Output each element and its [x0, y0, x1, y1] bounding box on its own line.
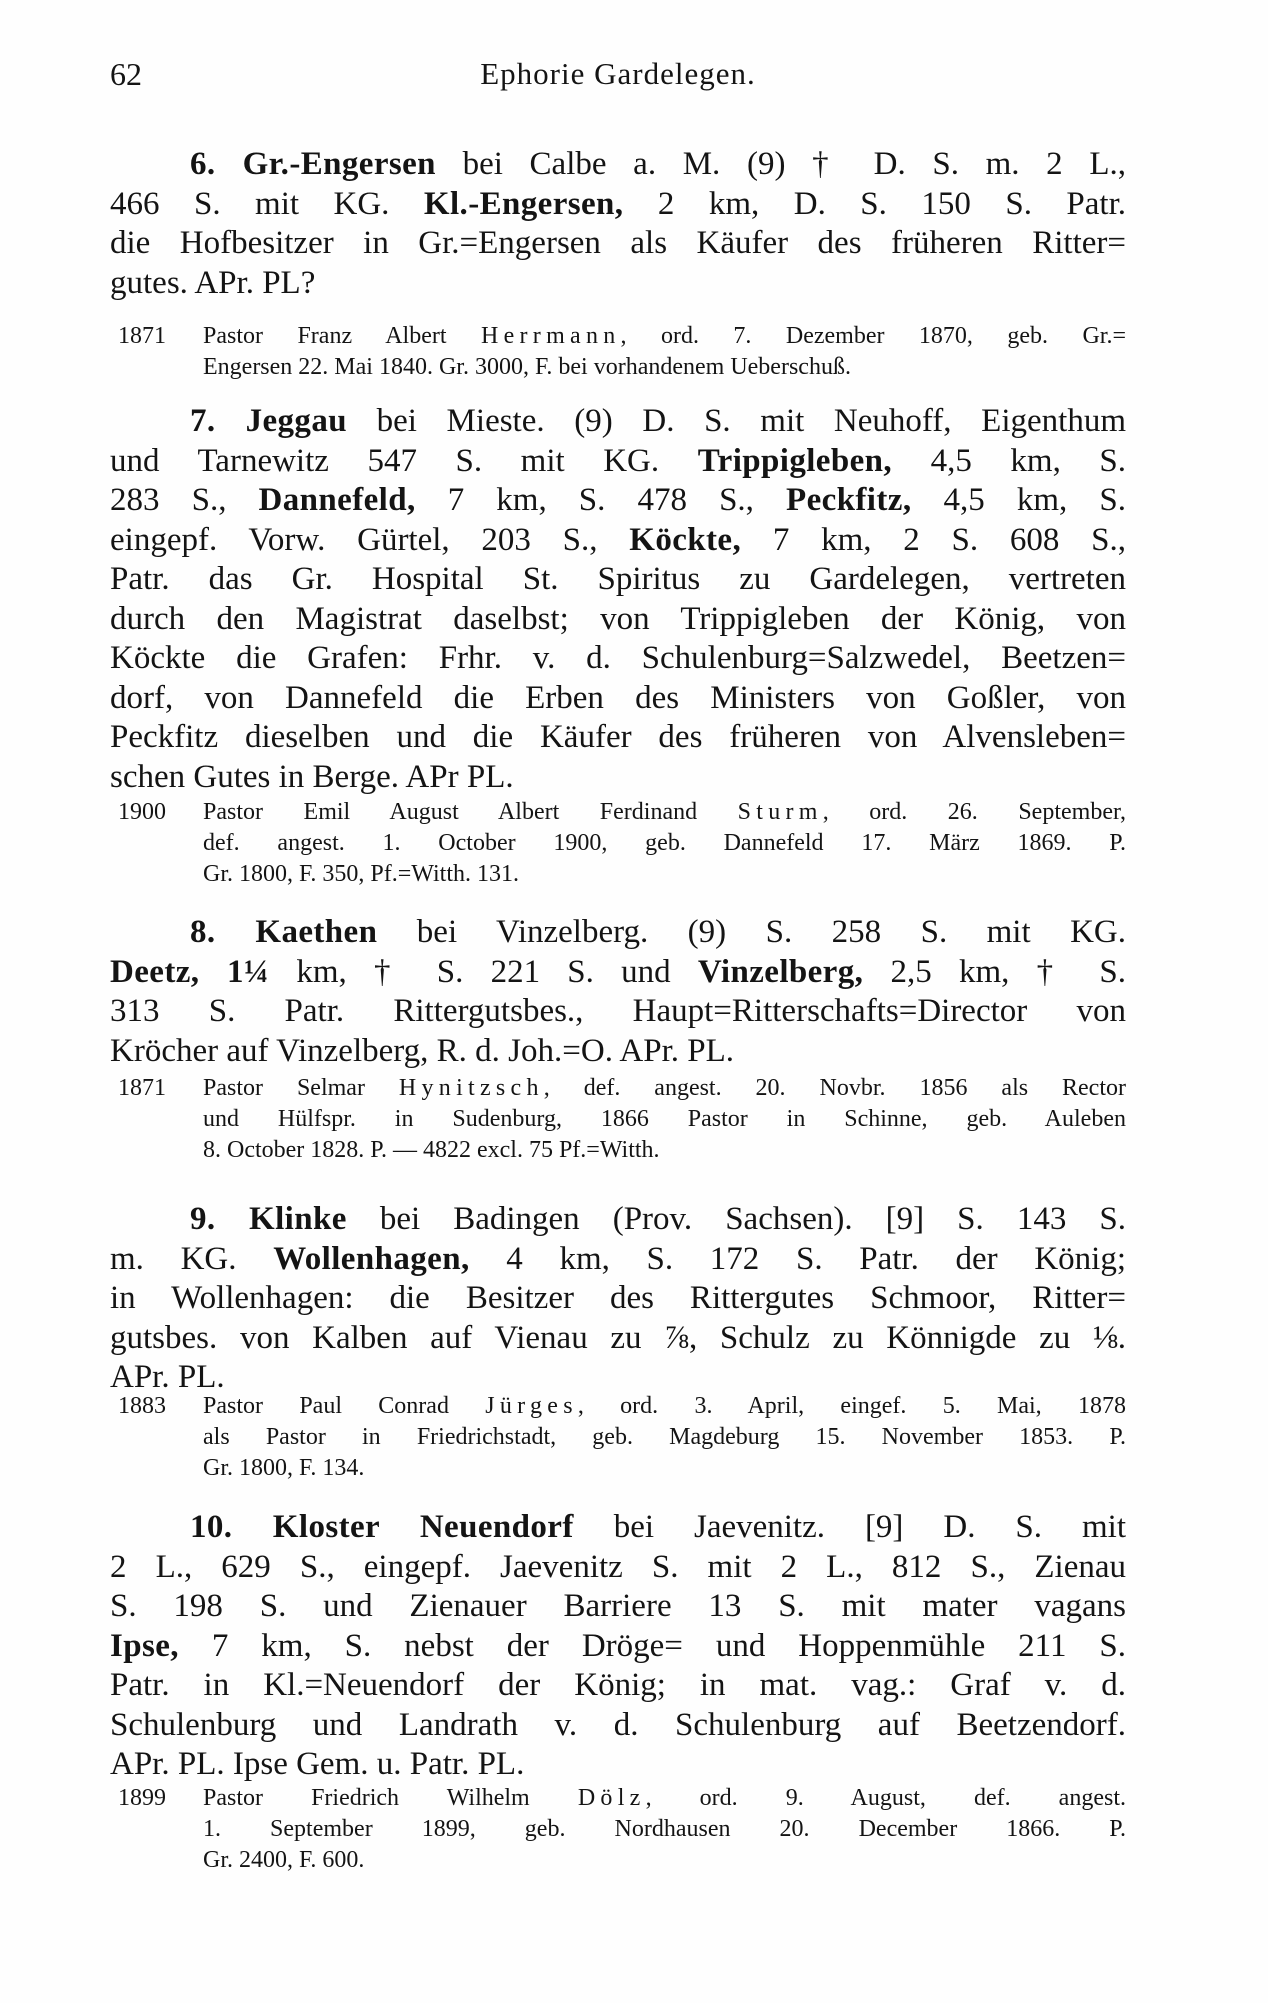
text-line [110, 1319, 1126, 1359]
text-run: , def. angest. 20. Novbr. 1856 als Rector [543, 1075, 1126, 1101]
bold-place-name: Wollenhagen, [273, 1240, 470, 1277]
bold-place-name: Vinzelberg, [697, 953, 864, 990]
text-run: 4,5 km, S. [911, 482, 1126, 518]
text-run: und Tarnewitz 547 S. mit KG. [110, 442, 698, 479]
bold-place-name: 9. Klinke [190, 1201, 347, 1237]
spaced-surname: Herrmann [480, 323, 621, 349]
bold-place-name: Ipse, [110, 1627, 179, 1664]
text-line [110, 758, 1126, 798]
text-run: 8. October 1828. P. — 4822 excl. 75 Pf.=Witth. [203, 1137, 660, 1163]
text-line [110, 481, 1126, 521]
text-line [110, 718, 1126, 758]
text-line [110, 145, 1126, 185]
text-line [110, 224, 1126, 264]
text-run: Gr. 2400, F. 600. [203, 1847, 365, 1873]
spaced-surname: Sturm [737, 799, 823, 825]
bold-place-name: 10. Kloster Neuendorf [190, 1509, 574, 1545]
text-run: Pastor Friedrich Wilhelm [203, 1785, 578, 1811]
spaced-surname: Hynitzsch [398, 1075, 544, 1101]
text-run: 466 S. mit KG. [110, 185, 424, 222]
text-run: Patr. das Gr. Hospital St. Spiritus zu Gardelegen, vertreten [110, 561, 1126, 597]
text-run: 2,5 km, † S. [863, 953, 1126, 990]
pastor-note-text [203, 1391, 1126, 1484]
entry-description [110, 145, 1126, 303]
entry-description [110, 1508, 1126, 1785]
bold-place-name: Trippigleben, [697, 442, 893, 479]
text-line [203, 1422, 1126, 1453]
text-line [110, 1587, 1126, 1627]
text-line [110, 521, 1126, 561]
text-line [203, 1453, 1126, 1484]
text-line [203, 1845, 1126, 1876]
text-line [203, 1814, 1126, 1845]
spaced-surname: Dölz [577, 1785, 646, 1811]
text-line [203, 797, 1126, 828]
bold-place-name: Köckte, [629, 521, 742, 558]
pastor-note [110, 797, 1126, 890]
text-run: eingepf. Vorw. Gürtel, 203 S., [110, 521, 630, 558]
text-run: APr. PL. [110, 1359, 225, 1395]
text-run: dorf, von Dannefeld die Erben des Ministers von Goßler, von [110, 679, 1126, 716]
bold-place-name: Peckfitz, [786, 482, 912, 518]
text-line [110, 402, 1126, 442]
text-run: , ord. 26. September, [822, 799, 1126, 825]
text-line [203, 1073, 1126, 1104]
pastor-note-year: 1871 [118, 1075, 166, 1101]
spaced-surname: Jürges [485, 1393, 578, 1419]
pastor-note [110, 1391, 1126, 1484]
text-run: gutes. APr. PL? [110, 264, 316, 301]
text-run: 4,5 km, S. [892, 442, 1126, 479]
text-run: km, † S. 221 S. und [269, 953, 698, 990]
text-run: , ord. 9. August, def. angest. [645, 1785, 1126, 1811]
text-run: Pastor Selmar [203, 1075, 399, 1101]
text-line [110, 1200, 1126, 1240]
text-run: Patr. in Kl.=Neuendorf der König; in mat. vag.: Graf v. d. [110, 1667, 1126, 1703]
text-run: Köckte die Grafen: Frhr. v. d. Schulenburg=Salzwedel, Beetzen= [110, 640, 1126, 676]
bold-place-name: 8. Kaethen [190, 914, 378, 950]
text-line [110, 560, 1126, 600]
text-run: als Pastor in Friedrichstadt, geb. Magdeburg 15. November 1853. P. [203, 1424, 1126, 1450]
text-run: schen Gutes in Berge. APr PL. [110, 758, 514, 795]
pastor-note-year: 1871 [118, 323, 166, 349]
pastor-note-year: 1899 [118, 1785, 166, 1811]
text-line [203, 1783, 1126, 1814]
text-line [203, 859, 1126, 890]
text-run: Kröcher auf Vinzelberg, R. d. Joh.=O. APr. PL. [110, 1032, 735, 1069]
text-line [203, 1135, 1126, 1166]
pastor-note-text [203, 1783, 1126, 1876]
text-line [203, 352, 1126, 383]
text-run: Peckfitz dieselben und die Käufer des früheren von Alvensleben= [110, 719, 1126, 755]
text-line [110, 913, 1126, 953]
bold-place-name: 6. Gr.-Engersen [190, 146, 436, 182]
text-line [110, 1508, 1126, 1548]
text-run: 7 km, S. 478 S., [415, 482, 787, 518]
text-line [110, 953, 1126, 993]
text-line [203, 1391, 1126, 1422]
text-run: die Hofbesitzer in Gr.=Engersen als Käufer des früheren Ritter= [110, 225, 1126, 261]
text-line [110, 264, 1126, 304]
text-run: bei Badingen (Prov. Sachsen). [9] S. 143 S. [346, 1201, 1126, 1237]
text-run: , ord. 3. April, eingef. 5. Mai, 1878 [577, 1393, 1126, 1419]
text-run: def. angest. 1. October 1900, geb. Dannefeld 17. März 1869. P. [203, 830, 1126, 856]
text-line [203, 321, 1126, 352]
text-run: in Wollenhagen: die Besitzer des Rittergutes Schmoor, Ritter= [110, 1280, 1126, 1316]
running-title: Ephorie Gardelegen. [480, 56, 756, 91]
text-run: bei Mieste. (9) D. S. mit Neuhoff, Eigenthum [346, 403, 1126, 439]
text-run: 4 km, S. 172 S. Patr. der König; [469, 1240, 1126, 1277]
text-line [110, 1706, 1126, 1746]
bold-place-name: Dannefeld, [258, 482, 416, 518]
pastor-note [110, 321, 1126, 383]
text-line [110, 1548, 1126, 1588]
bold-place-name: 7. Jeggau [190, 403, 347, 439]
text-run: bei Calbe a. M. (9) † D. S. m. 2 L., [435, 146, 1126, 182]
pastor-note-year: 1883 [118, 1393, 166, 1419]
text-run: 7 km, S. nebst der Dröge= und Hoppenmühle 211 S. [178, 1627, 1126, 1664]
pastor-note-year: 1900 [118, 799, 166, 825]
text-run: Gr. 1800, F. 350, Pf.=Witth. 131. [203, 861, 519, 887]
text-run: Engersen 22. Mai 1840. Gr. 3000, F. bei vorhandenem Ueberschuß. [203, 354, 851, 380]
text-run: Schulenburg und Landrath v. d. Schulenburg auf Beetzendorf. [110, 1706, 1126, 1743]
text-run: 2 km, D. S. 150 S. Patr. [623, 185, 1127, 222]
text-line [110, 679, 1126, 719]
text-run: APr. PL. Ipse Gem. u. Patr. PL. [110, 1746, 525, 1782]
entry-description [110, 913, 1126, 1071]
text-line [110, 1032, 1126, 1072]
pastor-note [110, 1783, 1126, 1876]
page-number: 62 [110, 56, 142, 92]
text-run: 313 S. Patr. Rittergutsbes., Haupt=Ritterschafts=Director von [110, 993, 1126, 1029]
text-line [203, 828, 1126, 859]
text-line [110, 1240, 1126, 1280]
text-run: 283 S., [110, 482, 259, 518]
text-run: durch den Magistrat daselbst; von Trippigleben der König, von [110, 600, 1126, 637]
text-line [110, 1745, 1126, 1785]
entry-description [110, 402, 1126, 797]
text-run: bei Jaevenitz. [9] D. S. mit [573, 1509, 1126, 1545]
bold-place-name: Deetz, 1¼ [110, 953, 270, 990]
text-run: 2 L., 629 S., eingepf. Jaevenitz S. mit 2 L., 812 S., Zienau [110, 1548, 1126, 1585]
pastor-note [110, 1073, 1126, 1166]
text-run: Pastor Franz Albert [203, 323, 481, 349]
text-run: , ord. 7. Dezember 1870, geb. Gr.= [620, 323, 1126, 349]
text-line [203, 1104, 1126, 1135]
text-run: Pastor Emil August Albert Ferdinand [203, 799, 738, 825]
text-line [110, 185, 1126, 225]
text-run: 1. September 1899, geb. Nordhausen 20. December 1866. P. [203, 1816, 1126, 1842]
text-run: Gr. 1800, F. 134. [203, 1455, 365, 1481]
pastor-note-text [203, 321, 1126, 383]
entry-description [110, 1200, 1126, 1398]
text-run: bei Vinzelberg. (9) S. 258 S. mit KG. [377, 914, 1126, 950]
text-line [110, 1279, 1126, 1319]
text-run: S. 198 S. und Zienauer Barriere 13 S. mit mater vagans [110, 1588, 1126, 1624]
text-line [110, 1666, 1126, 1706]
text-run: 7 km, 2 S. 608 S., [741, 521, 1126, 558]
pastor-note-text [203, 1073, 1126, 1166]
text-run: m. KG. [110, 1240, 274, 1277]
text-line [110, 992, 1126, 1032]
bold-place-name: Kl.-Engersen, [423, 185, 624, 222]
text-line [110, 600, 1126, 640]
text-run: gutsbes. von Kalben auf Vienau zu ⅞, Schulz zu Könnigde zu ⅛. [110, 1319, 1126, 1356]
text-line [110, 1627, 1126, 1667]
text-line [110, 442, 1126, 482]
pastor-note-text [203, 797, 1126, 890]
text-run: Pastor Paul Conrad [203, 1393, 486, 1419]
text-line [110, 639, 1126, 679]
text-run: und Hülfspr. in Sudenburg, 1866 Pastor in Schinne, geb. Auleben [203, 1106, 1126, 1132]
